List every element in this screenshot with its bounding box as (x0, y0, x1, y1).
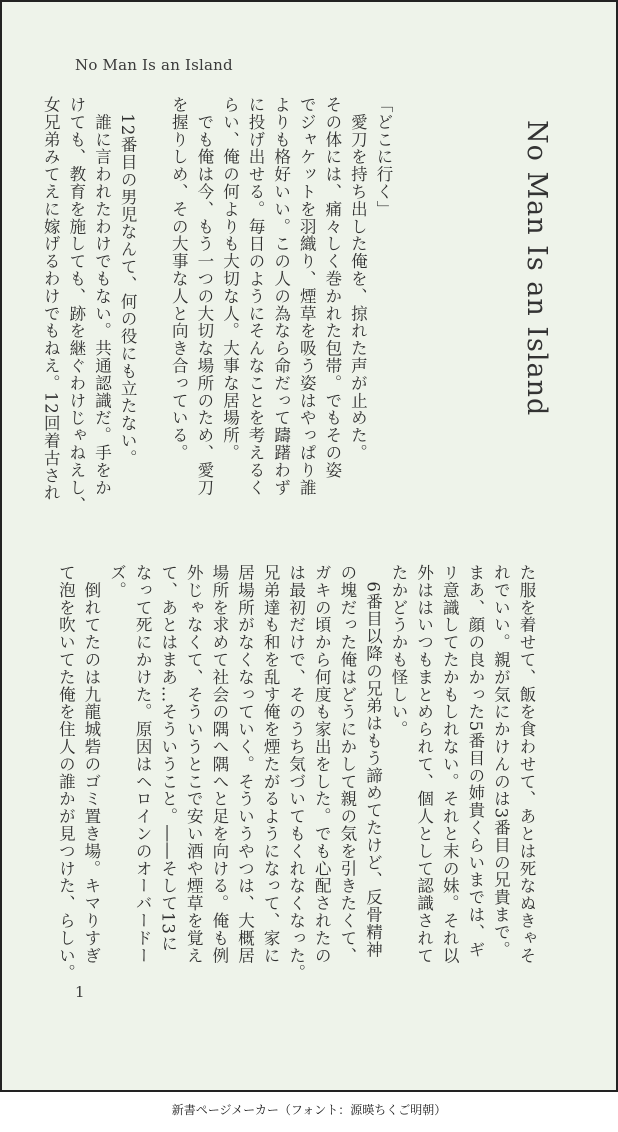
text-line: た服を着せて、飯を食わせて、あとは死なぬきゃそ (517, 564, 536, 965)
footer-credit: 新書ページメーカー（フォント：源暎ちくご明朝） (171, 1103, 447, 1117)
page-number: 1 (75, 983, 85, 1001)
text-line: たかどうかも怪しい。 (389, 564, 409, 738)
text-line: に投げ出せる。毎日のようにそんなことを考えるく (246, 96, 266, 497)
text-line: 兄弟達も和を乱す俺を煙たがるようになって、家に (261, 564, 281, 965)
text-line: 「どこに行く」 (374, 96, 393, 218)
text-line: て、あとはまあ…そういうこと。――そして13に (158, 564, 178, 953)
text-line: よりも格好いい。この人の為なら命だって躊躇わず (271, 96, 291, 497)
text-line: ガキの頃から何度も家出をした。でも心配されたの (312, 564, 332, 965)
text-line: の塊だった俺はどうにかして親の気を引きたくて、 (337, 564, 357, 965)
text-line: 12番目の男児なんて、何の役にも立たない。 (118, 96, 138, 467)
text-line: リ意識してたかもしれない。それと末の妹。それ以 (440, 564, 460, 965)
text-line: なって死にかけた。原因はヘロインのオーバードー (133, 564, 153, 965)
running-head: No Man Is an Island (75, 56, 233, 74)
story-title: No Man Is an Island (521, 120, 552, 417)
text-line: 愛刀を持ち出した俺を、掠れた声が止めた。 (348, 96, 368, 462)
text-line: その体には、痛々しく巻かれた包帯。でもその姿 (322, 96, 342, 479)
text-line (140, 96, 166, 526)
text-line: は最初だけで、そのうち気づいてもくれなくなった。 (286, 564, 306, 982)
text-line: 倒れてたのは九龍城砦のゴミ置き場。キマりすぎ (81, 564, 101, 965)
text-line: 居場所がなくなっていく。そういうやつは、大概居 (235, 564, 255, 965)
text-line: でジャケットを羽織り、煙草を吸う姿はやっぱり誰 (297, 96, 317, 497)
text-line: けても、教育を施しても、跡を継ぐわけじゃねえし、 (66, 96, 86, 514)
text-line: れでいい。親が気にかけんのは3番目の兄貴まで。 (491, 564, 511, 959)
text-line: 外ははいつもまとめられて、個人として認識されて (414, 564, 434, 965)
text-line: 場所を求めて社会の隅へ隅へと足を向ける。俺も例 (209, 564, 229, 965)
text-line: でも俺は今、もう一つの大切な場所のため、愛刀 (194, 96, 214, 497)
text-line: ズ。 (107, 564, 127, 599)
upper-text-block (38, 96, 396, 526)
lower-text-block (53, 564, 539, 994)
text-line: 外じゃなくて、そういうとこで安い酒や煙草を覚え (184, 564, 204, 965)
text-line: 女兄弟みてえに嫁げるわけでもねえ。12回着古され (41, 96, 61, 502)
text-line: て泡を吹いてた俺を住人の誰かが見つけた、らしい。 (56, 564, 76, 982)
text-line: 6番目以降の兄弟はもう諦めてたけど、反骨精神 (363, 564, 383, 959)
text-line: まあ、顔の良かった5番目の姉貴くらいまでは、ギ (465, 564, 485, 959)
text-line: を握りしめ、その大事な人と向き合っている。 (169, 96, 189, 462)
text-line: らい、俺の何よりも大切な人。大事な居場所。 (220, 96, 240, 462)
text-line: 誰に言われたわけでもない。共通認識だ。手をか (92, 96, 112, 497)
